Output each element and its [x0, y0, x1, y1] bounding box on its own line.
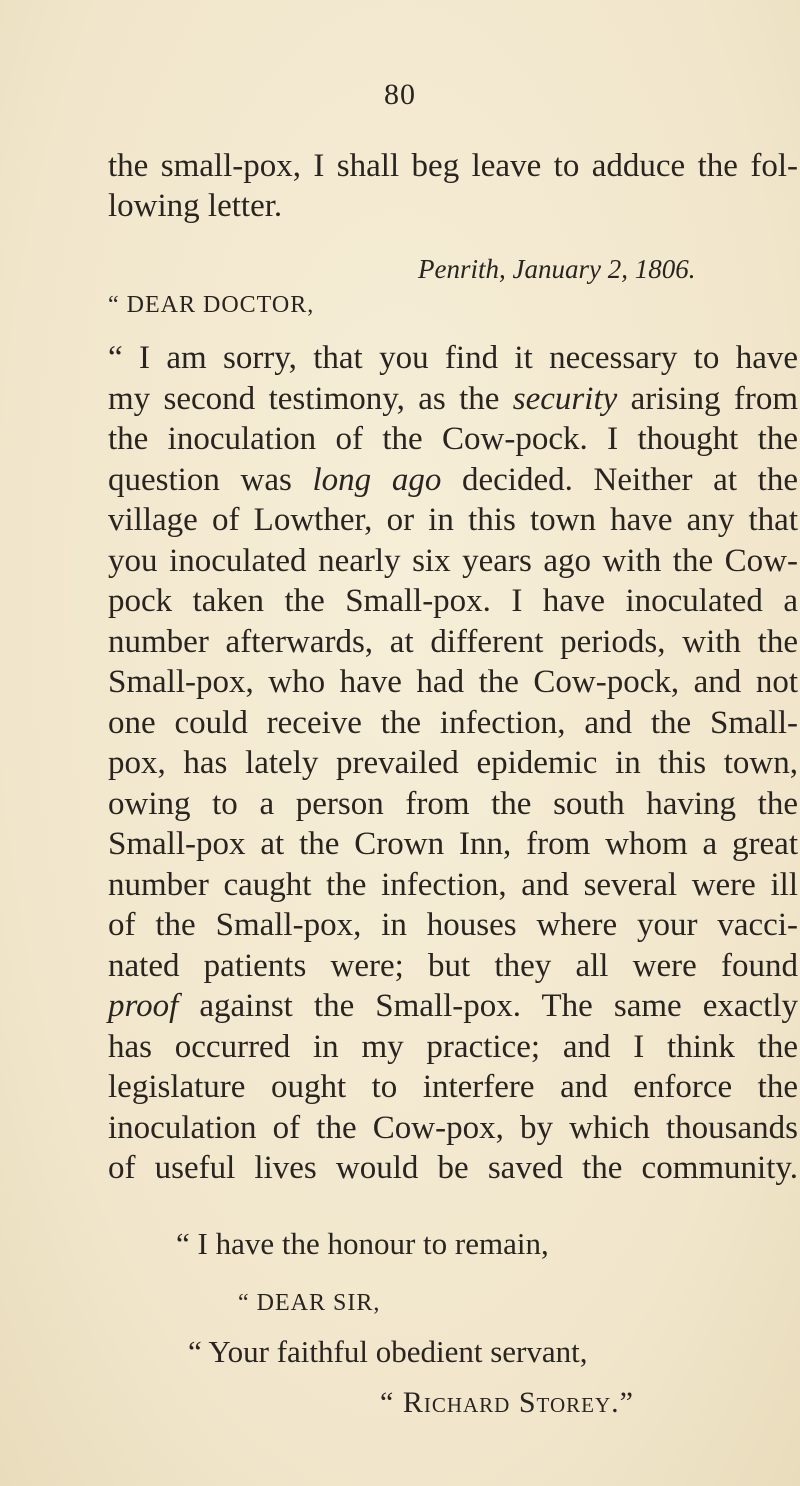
- letter-body-line: [108, 500, 798, 540]
- text-run: owing to a person from the south having the: [108, 785, 798, 822]
- italic-emphasis: security: [512, 380, 618, 417]
- letter-body-line: [108, 460, 798, 500]
- text-run: arising from: [617, 380, 798, 417]
- text-run: Small-pox at the Crown Inn, from whom a great: [108, 826, 798, 862]
- letter-body-line: [108, 622, 798, 662]
- letter-body-line: [108, 1027, 798, 1067]
- text-run: you inoculated nearly six years ago with the Cow-: [108, 542, 798, 579]
- letter-body-line: [108, 662, 798, 702]
- letter-body-line: [108, 905, 798, 945]
- letter-body-line: [108, 703, 798, 743]
- letter-body-line: [108, 784, 798, 824]
- text-run: legislature ought to interfere and enforce the: [108, 1069, 798, 1105]
- letter-body-line: [108, 379, 798, 419]
- text-run: the inoculation of the Cow-pock. I thought the: [108, 421, 798, 457]
- text-run: pox, has lately prevailed epidemic in this town,: [108, 745, 798, 781]
- italic-emphasis: long ago: [312, 461, 442, 498]
- letter-body-line: [108, 1108, 798, 1148]
- text-run: “ I am sorry, that you find it necessary to have: [108, 340, 798, 376]
- letter-body-line: [108, 1067, 798, 1107]
- letter-body-line: [108, 581, 798, 621]
- letter-body-line: [108, 338, 798, 378]
- letter-body-line: [108, 946, 798, 986]
- letter-body-line: [108, 419, 798, 459]
- letter-closing-salutation: “ DEAR SIR,: [238, 1290, 381, 1316]
- text-run: number afterwards, at different periods, with the: [108, 623, 798, 660]
- text-run: Small-pox, who have had the Cow-pock, and not: [108, 664, 798, 700]
- letter-body-line: [108, 743, 798, 783]
- text-run: question was: [108, 461, 313, 498]
- letter-body-line: [108, 986, 798, 1026]
- intro-line-1: the small-pox, I shall beg leave to adduce the fol-: [108, 148, 798, 184]
- letter-body-line: [108, 541, 798, 581]
- text-run: decided. Neither at the: [441, 461, 798, 498]
- text-run: my second testimony, as the: [108, 380, 513, 417]
- text-run: inoculation of the Cow-pox, by which thousands: [108, 1109, 798, 1146]
- text-run: of the Small-pox, in houses where your vacci-: [108, 907, 798, 943]
- text-run: of useful lives would be saved the community.: [108, 1150, 798, 1186]
- letter-body-line: [108, 1148, 798, 1188]
- letter-body-line: [108, 865, 798, 905]
- letter-closing-servant: “ Your faithful obedient servant,: [188, 1334, 588, 1369]
- letter-place-date: Penrith, January 2, 1806.: [418, 254, 696, 284]
- letter-salutation: “ DEAR DOCTOR,: [108, 292, 315, 318]
- text-run: village of Lowther, or in this town have any that: [108, 502, 798, 538]
- page-number: 80: [384, 78, 416, 111]
- intro-line-2: lowing letter.: [108, 188, 283, 224]
- text-run: one could receive the infection, and the Small-: [108, 704, 798, 741]
- letter-closing-honour: “ I have the honour to remain,: [176, 1226, 549, 1261]
- text-run: has occurred in my practice; and I think the: [108, 1028, 798, 1065]
- letter-signature: “ Richard Storey.”: [380, 1386, 634, 1419]
- text-run: number caught the infection, and several were ill: [108, 866, 798, 903]
- italic-emphasis: proof: [108, 988, 179, 1024]
- text-run: nated patients were; but they all were found: [108, 947, 798, 984]
- text-run: against the Small-pox. The same exactly: [178, 988, 798, 1024]
- text-run: pock taken the Small-pox. I have inoculated a: [108, 583, 798, 619]
- letter-body-line: [108, 824, 798, 864]
